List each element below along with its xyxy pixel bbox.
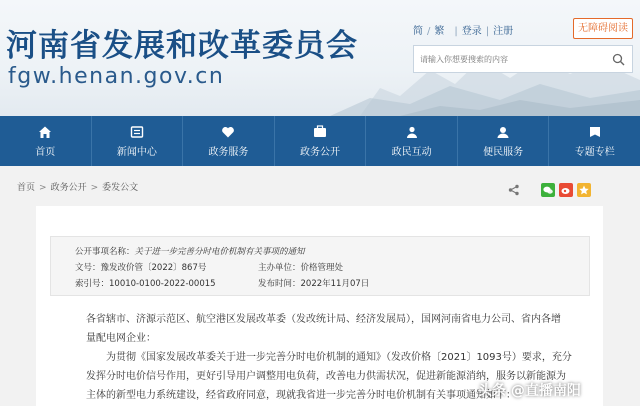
topic-icon (588, 125, 602, 139)
open-gov-icon (313, 125, 327, 139)
search-button[interactable] (604, 46, 632, 72)
nav-item-home[interactable] (0, 116, 92, 166)
nav-item-topic[interactable] (549, 116, 640, 166)
simplified-link[interactable]: 简 (413, 26, 423, 37)
meta-index (75, 277, 216, 289)
register-link[interactable]: 注册 (493, 26, 514, 37)
nav-label: 便民服务 (483, 146, 524, 158)
social-share (541, 183, 591, 197)
article-para-2-line-1: 为贯彻《国家发展改革委关于进一步完善分时电价机制的通知》（发改价格〔2021〕1093号）要求，充分 (106, 352, 572, 363)
nav-item-service[interactable] (183, 116, 275, 166)
meta-title (75, 245, 305, 257)
nav-item-news[interactable] (92, 116, 184, 166)
home-icon (38, 125, 52, 139)
news-icon (130, 125, 144, 139)
article-para-2-line-2: 发挥分时电价信号作用，更好引导用户调整用电负荷，改善电力供需状况，促进新能源消纳，服务以新能源为 (86, 371, 566, 382)
meta-sponsor-value: 价格管理处 (300, 263, 344, 273)
meta-date-key: 发布时间： (258, 279, 301, 289)
weibo-icon[interactable] (559, 183, 573, 197)
meta-sponsor (258, 261, 343, 273)
site-domain: fgw.henan.gov.cn (8, 64, 225, 89)
meta-doc-no (75, 261, 206, 273)
meta-title-key: 公开事项名称： (75, 247, 135, 257)
meta-sponsor-key: 主办单位： (258, 263, 301, 273)
nav-item-open-gov[interactable] (275, 116, 367, 166)
accessibility-button[interactable]: 无障碍阅读 (573, 18, 633, 39)
meta-index-key: 索引号： (75, 279, 110, 289)
nav-label: 政民互动 (391, 146, 432, 158)
top-links: 简 / 繁 | 登录 | 注册 (413, 22, 513, 37)
traditional-link[interactable]: 繁 (434, 26, 445, 37)
article-para-1-line-2: 量配电网企业： (86, 333, 156, 344)
breadcrumb-home[interactable]: 首页 (17, 183, 36, 193)
meta-doc-no-value: 豫发改价管〔2022〕867号 (100, 263, 207, 273)
search-box (413, 45, 633, 73)
meta-title-value: 关于进一步完善分时电价机制有关事项的通知 (134, 247, 305, 257)
site-title: 河南省发展和改革委员会 (6, 28, 358, 64)
nav-label: 新闻中心 (116, 146, 157, 158)
meta-index-value: 10010-0100-2022-00015 (109, 279, 216, 289)
nav-item-convenience[interactable] (458, 116, 550, 166)
breadcrumb-open-gov[interactable]: 政务公开 (50, 183, 87, 193)
nav-label: 首页 (35, 146, 56, 158)
convenience-icon (496, 125, 510, 139)
nav-label: 政务服务 (208, 146, 249, 158)
article-para-1-line-1: 各省辖市、济源示范区、航空港区发展改革委（发改统计局、经济发展局），国网河南省电力公司、省内各增 (86, 314, 561, 325)
nav-item-interaction[interactable] (366, 116, 458, 166)
site-header (0, 0, 640, 116)
nav-label: 专题专栏 (574, 146, 615, 158)
interaction-icon (405, 125, 419, 139)
wechat-icon[interactable] (541, 183, 555, 197)
nav-label: 政务公开 (300, 146, 341, 158)
login-link[interactable]: 登录 (461, 26, 482, 37)
breadcrumb: 首页 > 政务公开 > 委发公文 (17, 183, 139, 193)
search-input[interactable] (414, 46, 594, 72)
main-nav (0, 116, 640, 166)
meta-doc-no-key: 文号： (75, 263, 101, 273)
share-icon[interactable] (508, 184, 520, 196)
search-icon (612, 53, 625, 66)
article-para-2-line-3: 主体的新型电力系统建设，经省政府同意，现就我省进一步完善分时电价机制有关事项通知如下： (86, 390, 516, 401)
breadcrumb-documents[interactable]: 委发公文 (102, 183, 139, 193)
meta-date (258, 277, 369, 289)
service-icon (221, 125, 235, 139)
meta-date-value: 2022年11月07日 (300, 279, 370, 289)
source-watermark: 头条 @直播南阳 (478, 383, 581, 399)
qzone-icon[interactable] (577, 183, 591, 197)
